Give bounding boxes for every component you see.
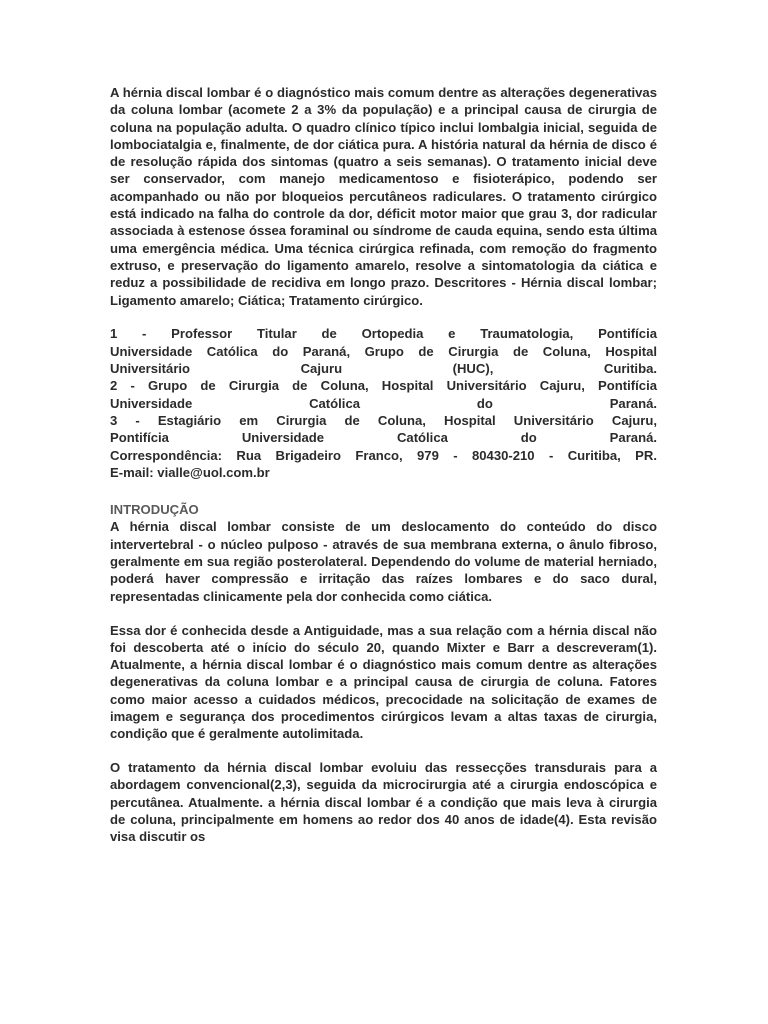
correspondence-line: Correspondência: Rua Brigadeiro Franco, 979 - 80430-210 - Curitiba, PR. [110, 447, 657, 463]
affiliation-line: 1 - Professor Titular de Ortopedia e Traumatologia, Pontifícia [110, 326, 657, 342]
affiliation-line: Universitário Cajuru (HUC), Curitiba. [110, 361, 657, 377]
introduction-heading: INTRODUÇÃO [110, 502, 199, 518]
introduction-paragraph: A hérnia discal lombar consiste de um deslocamento do conteúdo do disco intervertebral - o núcleo pulposo - através de sua membrana externa, o ânulo fibroso, geralmente em sua região posterolateral. Dependendo do volume de material herniado, poderá haver compressão e irritação das raízes lombares e do saco dural, representadas clinicamente pela dor conhecida como ciática. [110, 519, 657, 604]
abstract-paragraph: A hérnia discal lombar é o diagnóstico mais comum dentre as alterações degenerativas da coluna lombar (acomete 2 a 3% da população) e a principal causa de cirurgia de coluna na população adulta. O quadro clínico típico inclui lombalgia inicial, seguida de lombociatalgia e, finalmente, de dor ciática pura. A história natural da hérnia de disco é de resolução rápida dos sintomas (quatro a seis semanas). O tratamento inicial deve ser conservador, com manejo medicamentoso e fisioterápico, podendo ser acompanhado ou não por bloqueios percutâneos radiculares. O tratamento cirúrgico está indicado na falha do controle da dor, déficit motor maior que grau 3, dor radicular associada à estenose óssea foraminal ou síndrome de cauda equina, sendo esta última uma emergência médica. Uma técnica cirúrgica refinada, com remoção do fragmento extruso, e preservação do ligamento amarelo, resolve a sintomatologia da ciática e reduz a possibilidade de recidiva em longo prazo. Descritores - Hérnia discal lombar; Ligamento amarelo; Ciática; Tratamento cirúrgico. [110, 85, 657, 308]
affiliation-line: 3 - Estagiário em Cirurgia de Coluna, Hospital Universitário Cajuru, [110, 412, 657, 428]
affiliation-line: Universidade Católica do Paraná, Grupo de Cirurgia de Coluna, Hospital [110, 343, 657, 359]
affiliation-line: 2 - Grupo de Cirurgia de Coluna, Hospital Universitário Cajuru, Pontifícia [110, 378, 657, 394]
document-page [110, 84, 657, 862]
introduction-paragraph: Essa dor é conhecida desde a Antiguidade, mas a sua relação com a hérnia discal não foi descoberta até o início do século 20, quando Mixter e Barr a descreveram(1). Atualmente, a hérnia discal lombar é o diagnóstico mais comum dentre as alterações degenerativas da coluna lombar e a principal causa de cirurgia de coluna. Fatores como maior acesso a cuidados médicos, precocidade na solicitação de exames de imagem e segurança dos procedimentos cirúrgicos levam a altas taxas de cirurgia, condição que é geralmente autolimitada. [110, 622, 657, 742]
affiliations-block [110, 325, 657, 481]
email-line: E-mail: vialle@uol.com.br [110, 464, 270, 480]
affiliation-line: Pontifícia Universidade Católica do Paraná. [110, 430, 657, 446]
affiliation-line: Universidade Católica do Paraná. [110, 395, 657, 411]
introduction-paragraph: O tratamento da hérnia discal lombar evoluiu das ressecções transdurais para a abordagem convencional(2,3), seguida da microcirurgia até a cirurgia endoscópica e percutânea. Atualmente. a hérnia discal lombar é a condição que mais leva à cirurgia de coluna, principalmente em homens ao redor dos 40 anos de idade(4). Esta revisão visa discutir os [110, 760, 657, 845]
